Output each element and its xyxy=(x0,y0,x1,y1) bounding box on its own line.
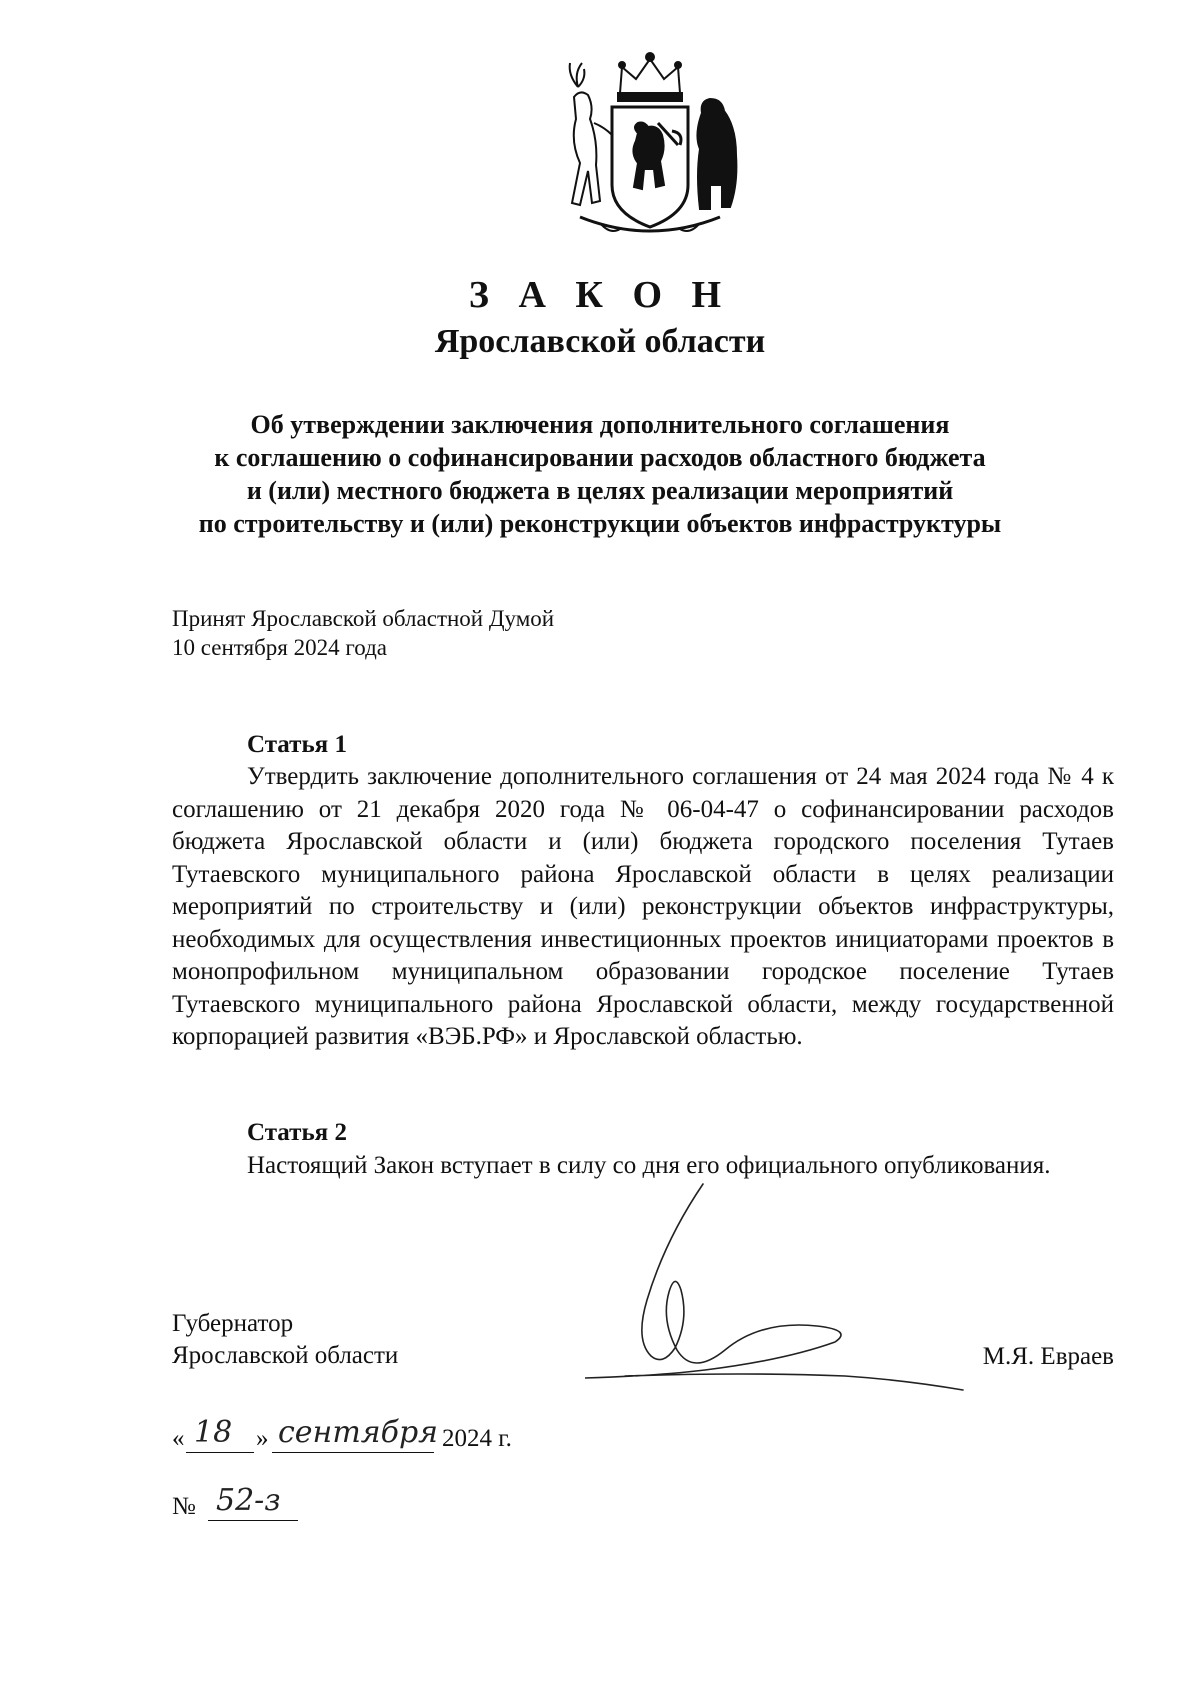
handwritten-signature xyxy=(585,1180,965,1410)
document-heading: З А К О Н xyxy=(468,274,732,316)
signatory-position-line: Ярославской области xyxy=(172,1342,399,1369)
date-year: 2024 г. xyxy=(442,1425,512,1452)
date-day: 18 xyxy=(194,1415,233,1450)
yaroslavl-coat-of-arms-icon xyxy=(540,45,760,255)
adoption-info xyxy=(172,604,554,662)
signatory-name: М.Я. Евраев xyxy=(982,1343,1114,1370)
signatory-position-line: Губернатор xyxy=(172,1310,294,1337)
signatory-position xyxy=(172,1308,398,1372)
article-1-text xyxy=(172,761,1114,1054)
article-2-text xyxy=(172,1150,1114,1183)
date-open-quote: « xyxy=(172,1425,185,1452)
date-close-quote: » xyxy=(256,1425,269,1452)
signing-date xyxy=(172,1416,572,1462)
adopted-date: 10 сентября 2024 года xyxy=(172,635,387,660)
article-1-body: Утвердить заключение дополнительного соглашения от 24 мая 2024 года № 4 к соглашению от 21 декабря 2020 года № 06-04-47 о софинансировании расходов бюджета Ярославской области и (или) бюджета городского поселения Тутаев Тутаевского муниципального района Ярославской области в целях реализации мероприятий по строительству и (или) реконструкции объектов инфраструктуры, необходимых для осуществления инвестиционных проектов инициаторами проектов в монопрофильном муниципальном образовании городское поселение Тутаев Тутаевского муниципального района Ярославской области, между государственной корпорацией развития «ВЭБ.РФ» и Ярославской областью. xyxy=(172,763,1114,1050)
document-region: Ярославской области xyxy=(434,323,766,360)
law-title-line: и (или) местного бюджета в целях реализации мероприятий xyxy=(246,476,954,505)
law-title-line: по строительству и (или) реконструкции объектов инфраструктуры xyxy=(198,509,1002,538)
law-title-line: Об утверждении заключения дополнительного соглашения xyxy=(250,410,950,439)
article-1-heading: Статья 1 xyxy=(247,731,347,758)
number-label: № xyxy=(172,1493,196,1520)
law-number xyxy=(172,1484,472,1530)
article-2-heading: Статья 2 xyxy=(247,1119,347,1146)
date-month: сентября xyxy=(278,1415,439,1450)
adopted-by: Принят Ярославской областной Думой xyxy=(172,606,555,631)
number-value: 52-з xyxy=(216,1483,281,1518)
article-2-body: Настоящий Закон вступает в силу со дня его официального опубликования. xyxy=(247,1152,1051,1179)
law-title xyxy=(0,408,1200,540)
law-title-line: к соглашению о софинансировании расходов областного бюджета xyxy=(214,443,986,472)
